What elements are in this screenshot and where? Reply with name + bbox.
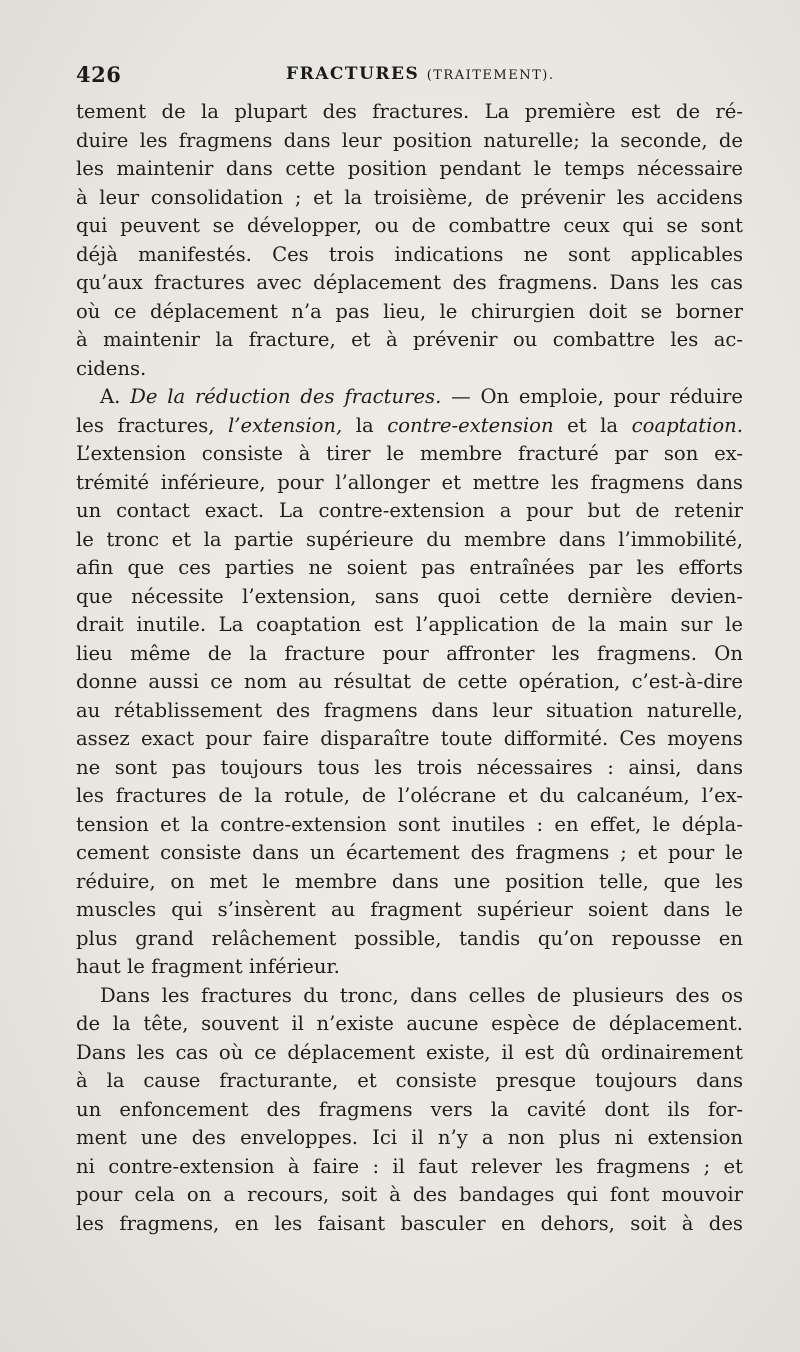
text-line: cidens.: [76, 356, 147, 380]
section-title: De la réduction des fractures.: [130, 385, 442, 408]
text-line: de la tête, souvent il n’existe aucune espèce de déplacement.: [76, 1012, 743, 1035]
text-segment: et la: [553, 413, 632, 437]
text-line: assez exact pour faire disparaître toute difformité. Ces moyens: [76, 727, 743, 750]
text-line: drait inutile. La coaptation est l’application de la main sur le: [76, 613, 743, 636]
page-header: [76, 62, 740, 94]
text-line: Dans les fractures du tronc, dans celles de plusieurs des os: [100, 983, 743, 1007]
text-line: pour cela on a recours, soit à des bandages qui font mouvoir: [76, 1183, 743, 1206]
text-line: à la cause fracturante, et consiste presque toujours dans: [76, 1069, 743, 1092]
running-head-main: FRACTURES: [286, 64, 420, 84]
text-line: où ce déplacement n’a pas lieu, le chirurgien doit se borner: [76, 299, 743, 323]
term-contre-extension: contre-extension: [387, 413, 554, 437]
text-line: déjà manifestés. Ces trois indications ne sont applicables: [76, 242, 743, 266]
text-line: les fragmens, en les faisant basculer en dehors, soit à des: [76, 1211, 743, 1235]
text-line: à maintenir la fracture, et à prévenir ou combattre les ac-: [76, 328, 743, 351]
text-line: réduire, on met le membre dans une position telle, que les: [76, 869, 743, 893]
text-line: qu’aux fractures avec déplacement des fragmens. Dans les cas: [76, 271, 743, 294]
text-line: à leur consolidation ; et la troisième, de prévenir les accidens: [76, 185, 743, 209]
text-line: tension et la contre-extension sont inutiles : en effet, le dépla-: [76, 812, 743, 836]
text-line: qui peuvent se développer, ou de combattre ceux qui se sont: [76, 214, 743, 237]
section-lead: — On emploie, pour réduire: [441, 385, 744, 408]
text-line: Dans les cas où ce déplacement existe, il est dû ordinairement: [76, 1040, 743, 1064]
text-line: un enfoncement des fragmens vers la cavité dont ils for-: [76, 1097, 743, 1121]
text-line: muscles qui s’insèrent au fragment supérieur soient dans le: [76, 898, 743, 921]
text-line: les fractures de la rotule, de l’olécrane et du calcanéum, l’ex-: [76, 784, 743, 807]
text-line: ne sont pas toujours tous les trois nécessaires : ainsi, dans: [76, 755, 743, 779]
text-line: donne aussi ce nom au résultat de cette opération, c’est-à-dire: [76, 670, 743, 693]
text-line: tement de la plupart des fractures. La première est de ré-: [76, 100, 743, 123]
text-line: que nécessite l’extension, sans quoi cette dernière devien-: [76, 584, 743, 608]
section-label: A.: [100, 385, 131, 408]
text-line: ment une des enveloppes. Ici il n’y a non plus ni extension: [76, 1126, 743, 1149]
text-line: afin que ces parties ne soient pas entraînées par les efforts: [76, 556, 743, 579]
text-line: lieu même de la fracture pour affronter les fragmens. On: [76, 641, 743, 665]
page-number: 426: [76, 62, 122, 87]
running-head: [286, 64, 554, 84]
text-line-section-heading: [76, 383, 743, 412]
text-line: le tronc et la partie supérieure du membre dans l’immobilité,: [76, 527, 743, 551]
text-line: au rétablissement des fragmens dans leur situation naturelle,: [76, 698, 743, 722]
text-line: ni contre-extension à faire : il faut relever les fragmens ; et: [76, 1154, 743, 1178]
text-line: un contact exact. La contre-extension a pour but de retenir: [76, 499, 743, 522]
text-line: plus grand relâchement possible, tandis qu’on repousse en: [76, 926, 743, 950]
text-line: L’extension consiste à tirer le membre fracturé par son ex-: [76, 442, 743, 465]
text-line: haut le fragment inférieur.: [76, 955, 340, 978]
text-line: cement consiste dans un écartement des fragmens ; et pour le: [76, 841, 743, 864]
text-line: trémité inférieure, pour l’allonger et mettre les fragmens dans: [76, 470, 743, 494]
term-coaptation: coaptation.: [631, 413, 744, 437]
text-line: les maintenir dans cette position pendant le temps nécessaire: [76, 157, 743, 180]
text-line: duire les fragmens dans leur position naturelle; la seconde, de: [76, 128, 743, 152]
term-extension: l’extension,: [228, 413, 343, 437]
running-head-sub: (TRAITEMENT).: [426, 68, 555, 83]
text-segment: les fractures,: [76, 413, 229, 437]
text-segment: la: [342, 413, 388, 437]
text-line: [76, 412, 743, 441]
body-text: [76, 98, 743, 1238]
